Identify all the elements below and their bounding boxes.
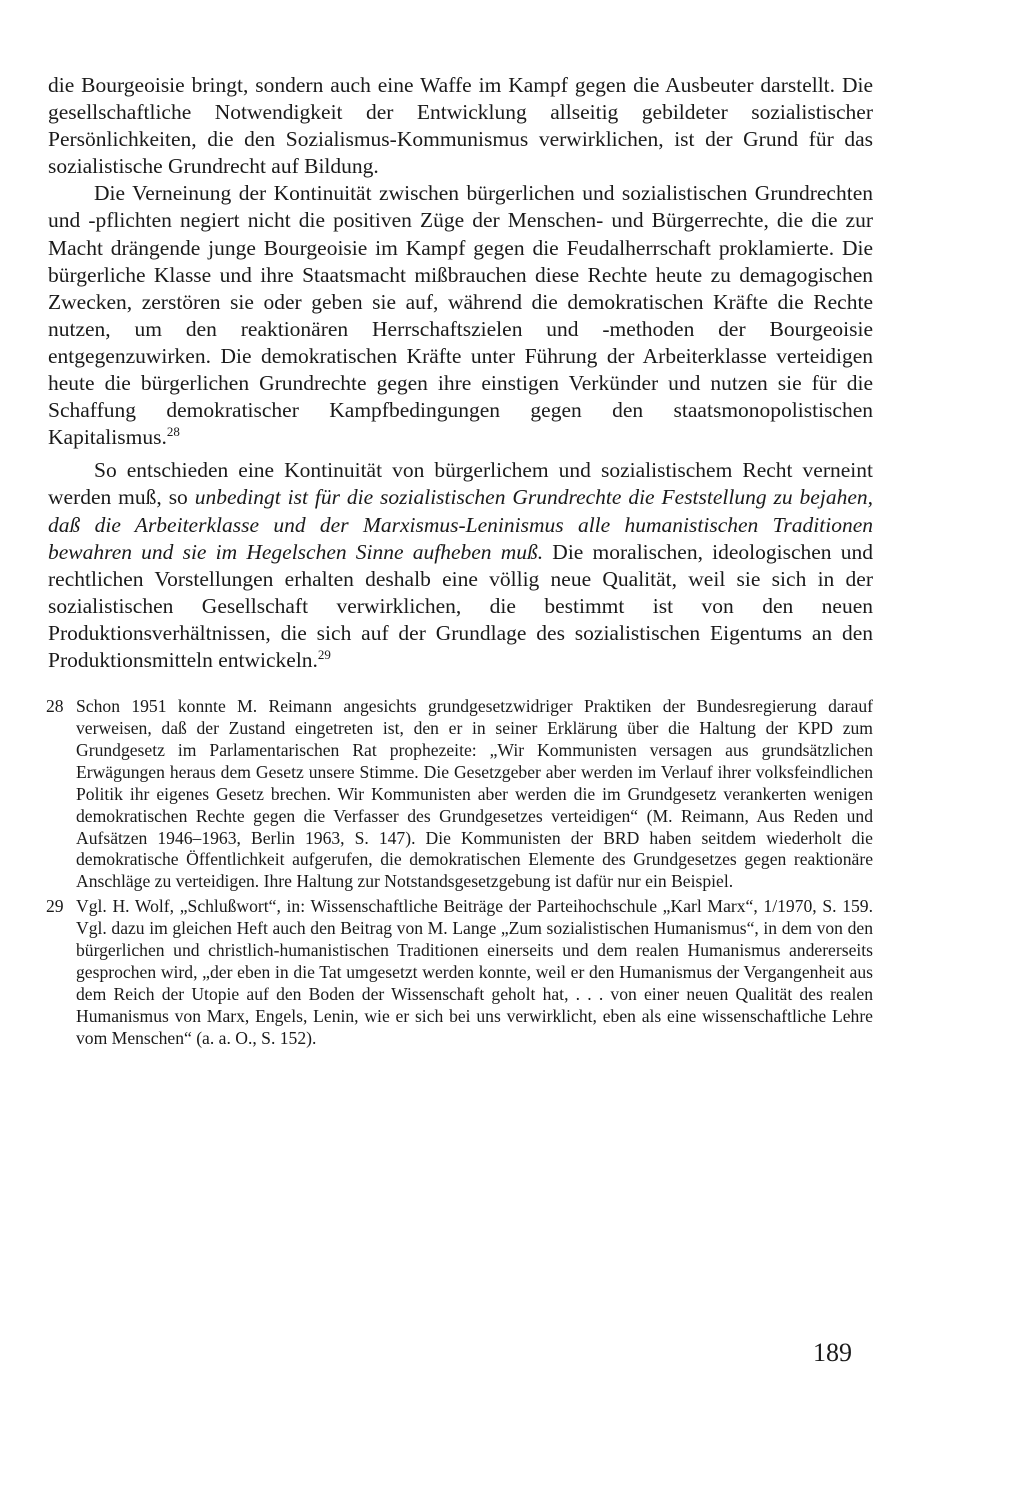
body-paragraph-3-start: So entschieden eine Kontinuität von bürgerlichem und sozialistischem Recht verneint werden muß, so xyxy=(48,458,873,510)
footnote-ref-28: 28 xyxy=(166,424,180,440)
footnote-ref-29: 29 xyxy=(317,646,331,662)
footnote-text: Vgl. H. Wolf, „Schlußwort“, in: Wissenschaftliche Beiträge der Parteihochschule „Karl Marx“, 1/1970, S. 159. Vgl. dazu im gleichen Heft auch den Beitrag von M. Lange „Zum sozialistischen Humanismus“, in dem von den bürgerlichen und christlich-humanistischen Traditionen einerseits und dem realen Humanismus andererseits gesprochen wird, „der eben in die Tat umgesetzt werden konnte, weil er den Humanismus der Vergangenheit aus dem Reich der Utopie auf den Boden der Wissenschaft geholt hat, . . . von einer neuen Qualität des realen Humanismus von Marx, Engels, Lenin, wie er sich bei uns verwirklicht, eben als eine wissenschaftliche Lehre vom Menschen“ (a. a. O., S. 152). xyxy=(76,896,873,1048)
body-paragraph-2 xyxy=(48,180,873,451)
footnote-28 xyxy=(48,696,873,893)
page-content xyxy=(48,72,873,1050)
body-paragraph-1: die Bourgeoisie bringt, sondern auch eine Waffe im Kampf gegen die Ausbeuter darstellt. Die gesellschaftliche Notwendigkeit der Entwicklung allseitig gebildeter sozialistischer Persönlichkeiten, die den Sozialismus-Kommunismus verwirklichen, ist der Grund für das sozialistische Grundrecht auf Bildung. xyxy=(48,73,873,179)
footnote-text: Schon 1951 konnte M. Reimann angesichts grundgesetzwidriger Praktiken der Bundesregierung darauf verweisen, daß der Zustand eingetreten ist, den er in seiner Erklärung über die Haltung der KPD zum Grundgesetz im Parlamentarischen Rat prophezeite: „Wir Kommunisten versagen aus grundsätzlichen Erwägungen heraus dem Gesetz unsere Stimme. Die Gesetzgeber aber werden im Verlauf ihrer volksfeindlichen Politik ihr eigenes Gesetz brechen. Wir Kommunisten aber werden die im Grundgesetz verankerten wenigen demokratischen Rechte gegen die Verfasser des Grundgesetzes verteidigen“ (M. Reimann, Aus Reden und Aufsätzen 1946–1963, Berlin 1963, S. 147). Die Kommunisten der BRD haben seitdem wiederholt die demokratische Öffentlichkeit aufgerufen, die demokratischen Elemente des Grundgesetzes gegen reaktionäre Anschläge zu verteidigen. Ihre Haltung zur Notstandsgesetzgebung ist dafür nur ein Beispiel. xyxy=(76,696,873,892)
footnote-number: 29 xyxy=(46,896,64,917)
footnote-29 xyxy=(48,896,873,1049)
body-paragraph-3 xyxy=(48,457,873,674)
body-paragraph-3-end: Die moralischen, ideologischen und rechtlichen Vorstellungen erhalten deshalb eine völlig neue Qualität, weil sie sich in der sozialistischen Gesellschaft verwirklichen, die bestimmt ist von den neuen Produktionsverhältnissen, die sich auf der Grundlage des sozialistischen Eigentums an den Produktionsmitteln entwickeln. xyxy=(48,539,873,672)
body-paragraph-3-emphasis: unbedingt ist für die sozialistischen Grundrechte die Feststellung zu bejahen, daß die Arbeiterklasse und der Marxismus-Leninismus alle humanistischen Traditionen bewahren und sie im Hegelschen Sinne aufheben muß. xyxy=(48,485,873,564)
footnotes xyxy=(48,696,873,1050)
footnote-number: 28 xyxy=(46,696,64,717)
page-number: 189 xyxy=(813,1338,852,1367)
body-paragraph-2-text: Die Verneinung der Kontinuität zwischen bürgerlichen und sozialistischen Grundrechten und -pflichten negiert nicht die positiven Züge der Menschen- und Bürgerrechte, die die zur Macht drängende junge Bourgeoisie im Kampf gegen die Feudalherrschaft proklamierte. Die bürgerliche Klasse und ihre Staatsmacht mißbrauchen diese Rechte heute zu demagogischen Zwecken, zerstören sie oder geben sie auf, während die demokratischen Kräfte die Rechte nutzen, um den reaktionären Herrschaftszielen und -methoden der Bourgeoisie entgegenzuwirken. Die demokratischen Kräfte unter Führung der Arbeiterklasse verteidigen heute die bürgerlichen Grundrechte gegen ihre einstigen Verkünder und nutzen sie für die Schaffung demokratischer Kampfbedingungen gegen den staatsmonopolistischen Kapitalismus. xyxy=(48,181,873,450)
